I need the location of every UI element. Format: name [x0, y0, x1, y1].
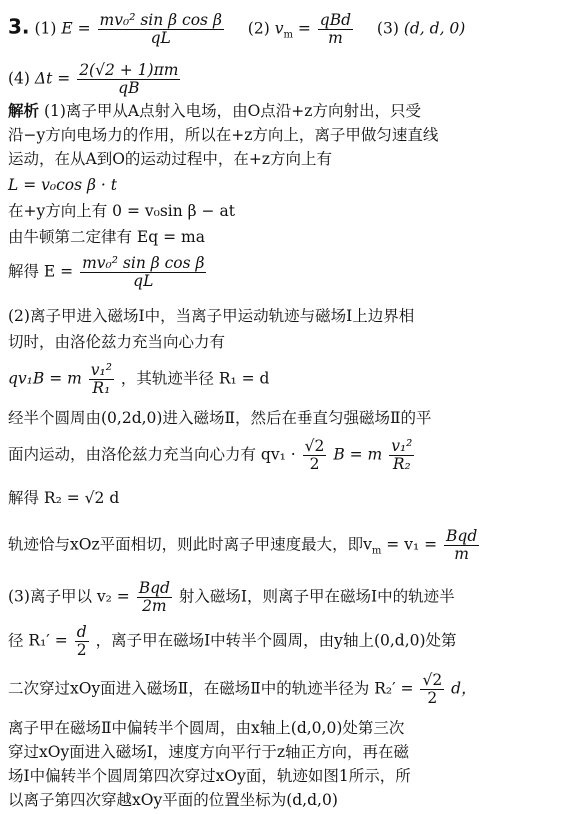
answer-2-denominator: m: [328, 29, 343, 47]
analysis-10-numerator: v₁²: [90, 361, 112, 379]
analysis-line-2: 沿−y方向电场力的作用，所以在+z方向上，离子甲做匀速直线: [8, 126, 439, 144]
analysis-14-denominator: m: [454, 545, 469, 563]
analysis-12-fraction-2: [389, 438, 414, 473]
answer-3-label: (3): [376, 19, 399, 38]
answer-1-denominator: qL: [150, 29, 171, 47]
analysis-line-17: [8, 672, 477, 707]
analysis-line-7: [8, 255, 208, 290]
analysis-16-post: ，离子甲在磁场Ⅰ中转半个圆周，由y轴上(0,d,0)处第: [95, 631, 457, 650]
analysis-14-sub: m: [371, 545, 382, 557]
analysis-line-21: 以离子第四次穿越xOy平面的位置坐标为(d,d,0): [8, 791, 338, 809]
analysis-12-f1-denominator: 2: [309, 455, 320, 473]
analysis-line-5: 在+y方向上有 0 = v₀sin β − at: [8, 202, 235, 220]
analysis-12-f1-numerator: √2: [304, 437, 325, 455]
answer-2-numerator: qBd: [319, 11, 352, 29]
analysis-16-denominator: 2: [76, 641, 87, 659]
analysis-line-8: (2)离子甲进入磁场Ⅰ中，当离子甲运动轨迹与磁场Ⅰ上边界相: [8, 307, 415, 325]
analysis-line-11: 经半个圆周由(0,2d,0)进入磁场Ⅱ，然后在垂直匀强磁场Ⅱ的平: [8, 409, 432, 427]
analysis-line-9: 切时，由洛伦兹力充当向心力有: [8, 333, 226, 351]
analysis-line-3: 运动，在从A到O的运动过程中，在+z方向上有: [8, 150, 333, 168]
answer-2-eq: =: [292, 19, 311, 38]
analysis-line-12: [8, 438, 416, 473]
analysis-text-1: (1)离子甲从A点射入电场，由O点沿+z方向射出，只受: [43, 102, 421, 120]
analysis-7-denominator: qL: [133, 272, 154, 290]
analysis-17-fraction: [420, 672, 444, 707]
answer-1-lhs: E =: [61, 19, 91, 38]
analysis-line-15: [8, 580, 455, 615]
answer-1-label: (1): [34, 19, 57, 38]
answer-4-numerator: 2(√2 + 1)πm: [79, 61, 179, 79]
answer-4-denominator: qB: [118, 79, 140, 97]
analysis-line-18: 离子甲在磁场Ⅱ中偏转半个圆周，由x轴上(d,0,0)处第三次: [8, 719, 405, 737]
answer-2-lhs: v: [274, 19, 284, 38]
analysis-line-19: 穿过xOy面进入磁场Ⅰ，速度方向平行于z轴正方向，再在磁: [8, 743, 409, 761]
answer-line-2: [8, 62, 182, 97]
analysis-17-pre: 二次穿过xOy面进入磁场Ⅱ，在磁场Ⅱ中的轨迹半径为 R₂′ =: [8, 679, 414, 698]
answer-2-lhs-sub: m: [283, 29, 293, 41]
answer-4-label: (4): [8, 69, 30, 88]
analysis-12-f2-denominator: R₂: [392, 455, 411, 473]
analysis-17-numerator: √2: [422, 671, 443, 689]
answer-line-1: [8, 12, 465, 47]
analysis-17-post: d，: [451, 679, 477, 698]
analysis-line-20: 场Ⅰ中偏转半个圆周第四次穿过xOy面，轨迹如图1所示，所: [8, 767, 411, 785]
analysis-14-pre: 轨迹恰与xOz平面相切，则此时离子甲速度最大，即v: [8, 535, 372, 554]
question-number: 3.: [8, 14, 30, 39]
analysis-15-numerator: Bqd: [138, 579, 170, 597]
answer-2-label: (2): [247, 19, 270, 38]
analysis-14-fraction: [444, 528, 479, 563]
analysis-line-4: L = v₀cos β · t: [8, 176, 117, 194]
analysis-14-numerator: Bqd: [446, 527, 478, 545]
analysis-line-6: 由牛顿第二定律有 Eq = ma: [8, 228, 205, 246]
analysis-15-fraction: [137, 580, 172, 615]
analysis-line-13: 解得 R₂ = √2 d: [8, 489, 120, 507]
analysis-16-pre: 径 R₁′ =: [8, 631, 68, 650]
answer-2-fraction: [318, 12, 353, 47]
analysis-16-fraction: [75, 624, 89, 659]
analysis-16-numerator: d: [76, 623, 87, 641]
analysis-12-mid: B = m: [333, 445, 383, 464]
analysis-line-14: [8, 528, 481, 563]
answer-3-value: (d, d, 0): [403, 19, 466, 38]
analysis-line-16: [8, 624, 457, 659]
analysis-15-post: 射入磁场Ⅰ，则离子甲在磁场Ⅰ中的轨迹半: [178, 587, 455, 606]
analysis-15-denominator: 2m: [142, 597, 167, 615]
analysis-7-numerator: mv₀² sin β cos β: [82, 254, 205, 272]
analysis-14-mid: = v₁ =: [381, 535, 438, 554]
analysis-10-fraction: [89, 362, 114, 397]
analysis-15-pre: (3)离子甲以 v₂ =: [8, 587, 130, 606]
analysis-7-pre: 解得 E =: [8, 262, 74, 281]
answer-1-numerator: mv₀² sin β cos β: [99, 11, 222, 29]
analysis-line-1: [8, 101, 421, 121]
analysis-10-denominator: R₁: [92, 379, 111, 397]
analysis-17-denominator: 2: [427, 689, 438, 707]
analysis-title: 解析: [8, 101, 40, 120]
answer-4-lhs: Δt =: [34, 69, 71, 88]
answer-4-fraction: [77, 62, 180, 97]
analysis-12-fraction-1: [303, 438, 327, 473]
analysis-line-10: [8, 362, 269, 397]
analysis-12-pre: 面内运动，由洛伦兹力充当向心力有 qv₁ ·: [8, 445, 296, 464]
analysis-7-fraction: [80, 255, 206, 290]
analysis-10-post: ，其轨迹半径 R₁ = d: [120, 369, 270, 388]
answer-1-fraction: [98, 12, 224, 47]
analysis-10-pre: qv₁B = m: [8, 369, 82, 388]
analysis-12-f2-numerator: v₁²: [391, 437, 413, 455]
